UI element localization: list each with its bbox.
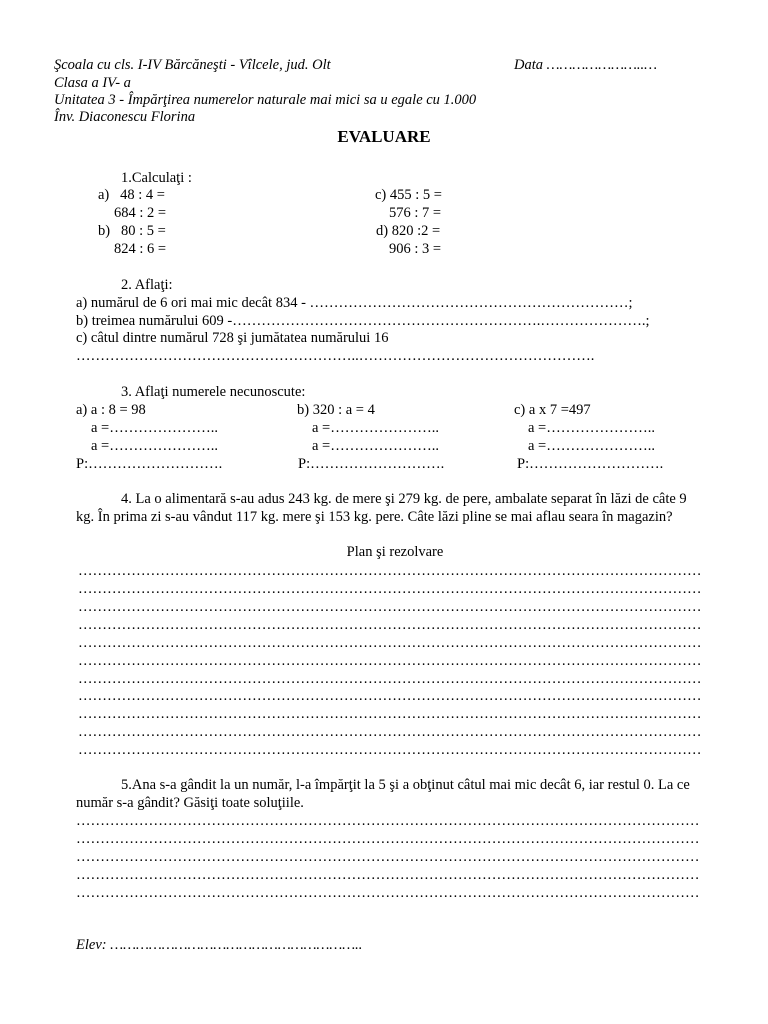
ex4-answer-line: ………………………………………………………………………………………………………………… bbox=[78, 706, 702, 722]
ex3-b-equation: b) 320 : a = 4 bbox=[297, 402, 375, 418]
ex1-d1: d) 820 :2 = bbox=[376, 223, 441, 239]
ex3-b-step1: a =………………….. bbox=[312, 420, 439, 436]
ex3-c-step1: a =………………….. bbox=[528, 420, 655, 436]
ex4-answer-line: ………………………………………………………………………………………………………………… bbox=[78, 635, 702, 651]
student-name-field: Elev: ………………………………………………….. bbox=[76, 937, 363, 953]
ex5-answer-line: ………………………………………………………………………………………………………………… bbox=[76, 831, 700, 847]
ex1-heading: 1.Calculaţi : bbox=[121, 170, 192, 186]
ex3-c-step2: a =………………….. bbox=[528, 438, 655, 454]
page-title: EVALUARE bbox=[337, 127, 431, 146]
ex3-c-equation: c) a x 7 =497 bbox=[514, 402, 591, 418]
ex4-answer-line: ………………………………………………………………………………………………………………… bbox=[78, 653, 702, 669]
ex1-b1: b) 80 : 5 = bbox=[98, 223, 166, 239]
ex1-c1: c) 455 : 5 = bbox=[375, 187, 442, 203]
ex4-answer-line: ………………………………………………………………………………………………………………… bbox=[78, 688, 702, 704]
ex3-b-step2: a =………………….. bbox=[312, 438, 439, 454]
ex4-answer-line: ………………………………………………………………………………………………………………… bbox=[78, 599, 702, 615]
ex1-a1: a) 48 : 4 = bbox=[98, 187, 165, 203]
ex4-line1: 4. La o alimentară s-au adus 243 kg. de mere şi 279 kg. de pere, ambalate separat în lăzi de câte 9 bbox=[121, 491, 687, 507]
ex4-answer-line: ………………………………………………………………………………………………………………… bbox=[78, 617, 702, 633]
ex3-a-equation: a) a : 8 = 98 bbox=[76, 402, 146, 418]
unit-label: Unitatea 3 - Împărţirea numerelor naturale mai mici sa u egale cu 1.000 bbox=[54, 92, 477, 108]
ex1-c2: 576 : 7 = bbox=[389, 205, 442, 221]
ex4-answer-line: ………………………………………………………………………………………………………………… bbox=[78, 742, 702, 758]
school-name: Şcoala cu cls. I-IV Bărcăneşti - Vîlcele, jud. Olt bbox=[54, 57, 331, 73]
ex2-c-answer-line: …………………………………………………..…………………………………………. bbox=[76, 348, 595, 364]
ex2-heading: 2. Aflaţi: bbox=[121, 277, 173, 293]
ex4-answer-line: ………………………………………………………………………………………………………………… bbox=[78, 724, 702, 740]
ex1-a2: 684 : 2 = bbox=[114, 205, 167, 221]
ex2-a: a) numărul de 6 ori mai mic decât 834 - …………………………………………………………; bbox=[76, 295, 633, 311]
ex5-line1: 5.Ana s-a gândit la un număr, l-a împărţit la 5 şi a obţinut câtul mai mic decât 6, iar restul 0. La ce bbox=[121, 777, 690, 793]
ex5-answer-line: ………………………………………………………………………………………………………………… bbox=[76, 813, 700, 829]
ex2-b: b) treimea numărului 609 -……………………………………………………….………………….; bbox=[76, 313, 650, 329]
ex3-heading: 3. Aflaţi numerele necunoscute: bbox=[121, 384, 306, 400]
teacher-label: Înv. Diaconescu Florina bbox=[54, 109, 196, 125]
ex5-answer-line: ………………………………………………………………………………………………………………… bbox=[76, 867, 700, 883]
date-field: Data …………………..… bbox=[514, 57, 658, 73]
ex2-c: c) câtul dintre numărul 728 şi jumătatea numărului 16 bbox=[76, 330, 389, 346]
ex4-plan-heading: Plan şi rezolvare bbox=[346, 544, 444, 560]
ex4-line2: kg. În prima zi s-au vândut 117 kg. mere şi 153 kg. pere. Câte lăzi pline se mai aflau seara în magazin? bbox=[76, 509, 673, 525]
class-label: Clasa a IV- a bbox=[54, 75, 131, 91]
ex5-line2: număr s-a gândit? Găsiţi toate soluţiile. bbox=[76, 795, 304, 811]
ex3-a-step1: a =………………….. bbox=[91, 420, 218, 436]
ex4-answer-line: ………………………………………………………………………………………………………………… bbox=[78, 581, 702, 597]
ex1-b2: 824 : 6 = bbox=[114, 241, 167, 257]
ex4-answer-line: ………………………………………………………………………………………………………………… bbox=[78, 563, 702, 579]
ex5-answer-line: ………………………………………………………………………………………………………………… bbox=[76, 885, 700, 901]
ex3-a-proof: P:………………………. bbox=[76, 456, 223, 472]
ex5-answer-line: ………………………………………………………………………………………………………………… bbox=[76, 849, 700, 865]
ex1-d2: 906 : 3 = bbox=[389, 241, 442, 257]
ex3-a-step2: a =………………….. bbox=[91, 438, 218, 454]
ex3-b-proof: P:………………………. bbox=[298, 456, 445, 472]
ex4-answer-line: ………………………………………………………………………………………………………………… bbox=[78, 671, 702, 687]
ex3-c-proof: P:………………………. bbox=[517, 456, 664, 472]
